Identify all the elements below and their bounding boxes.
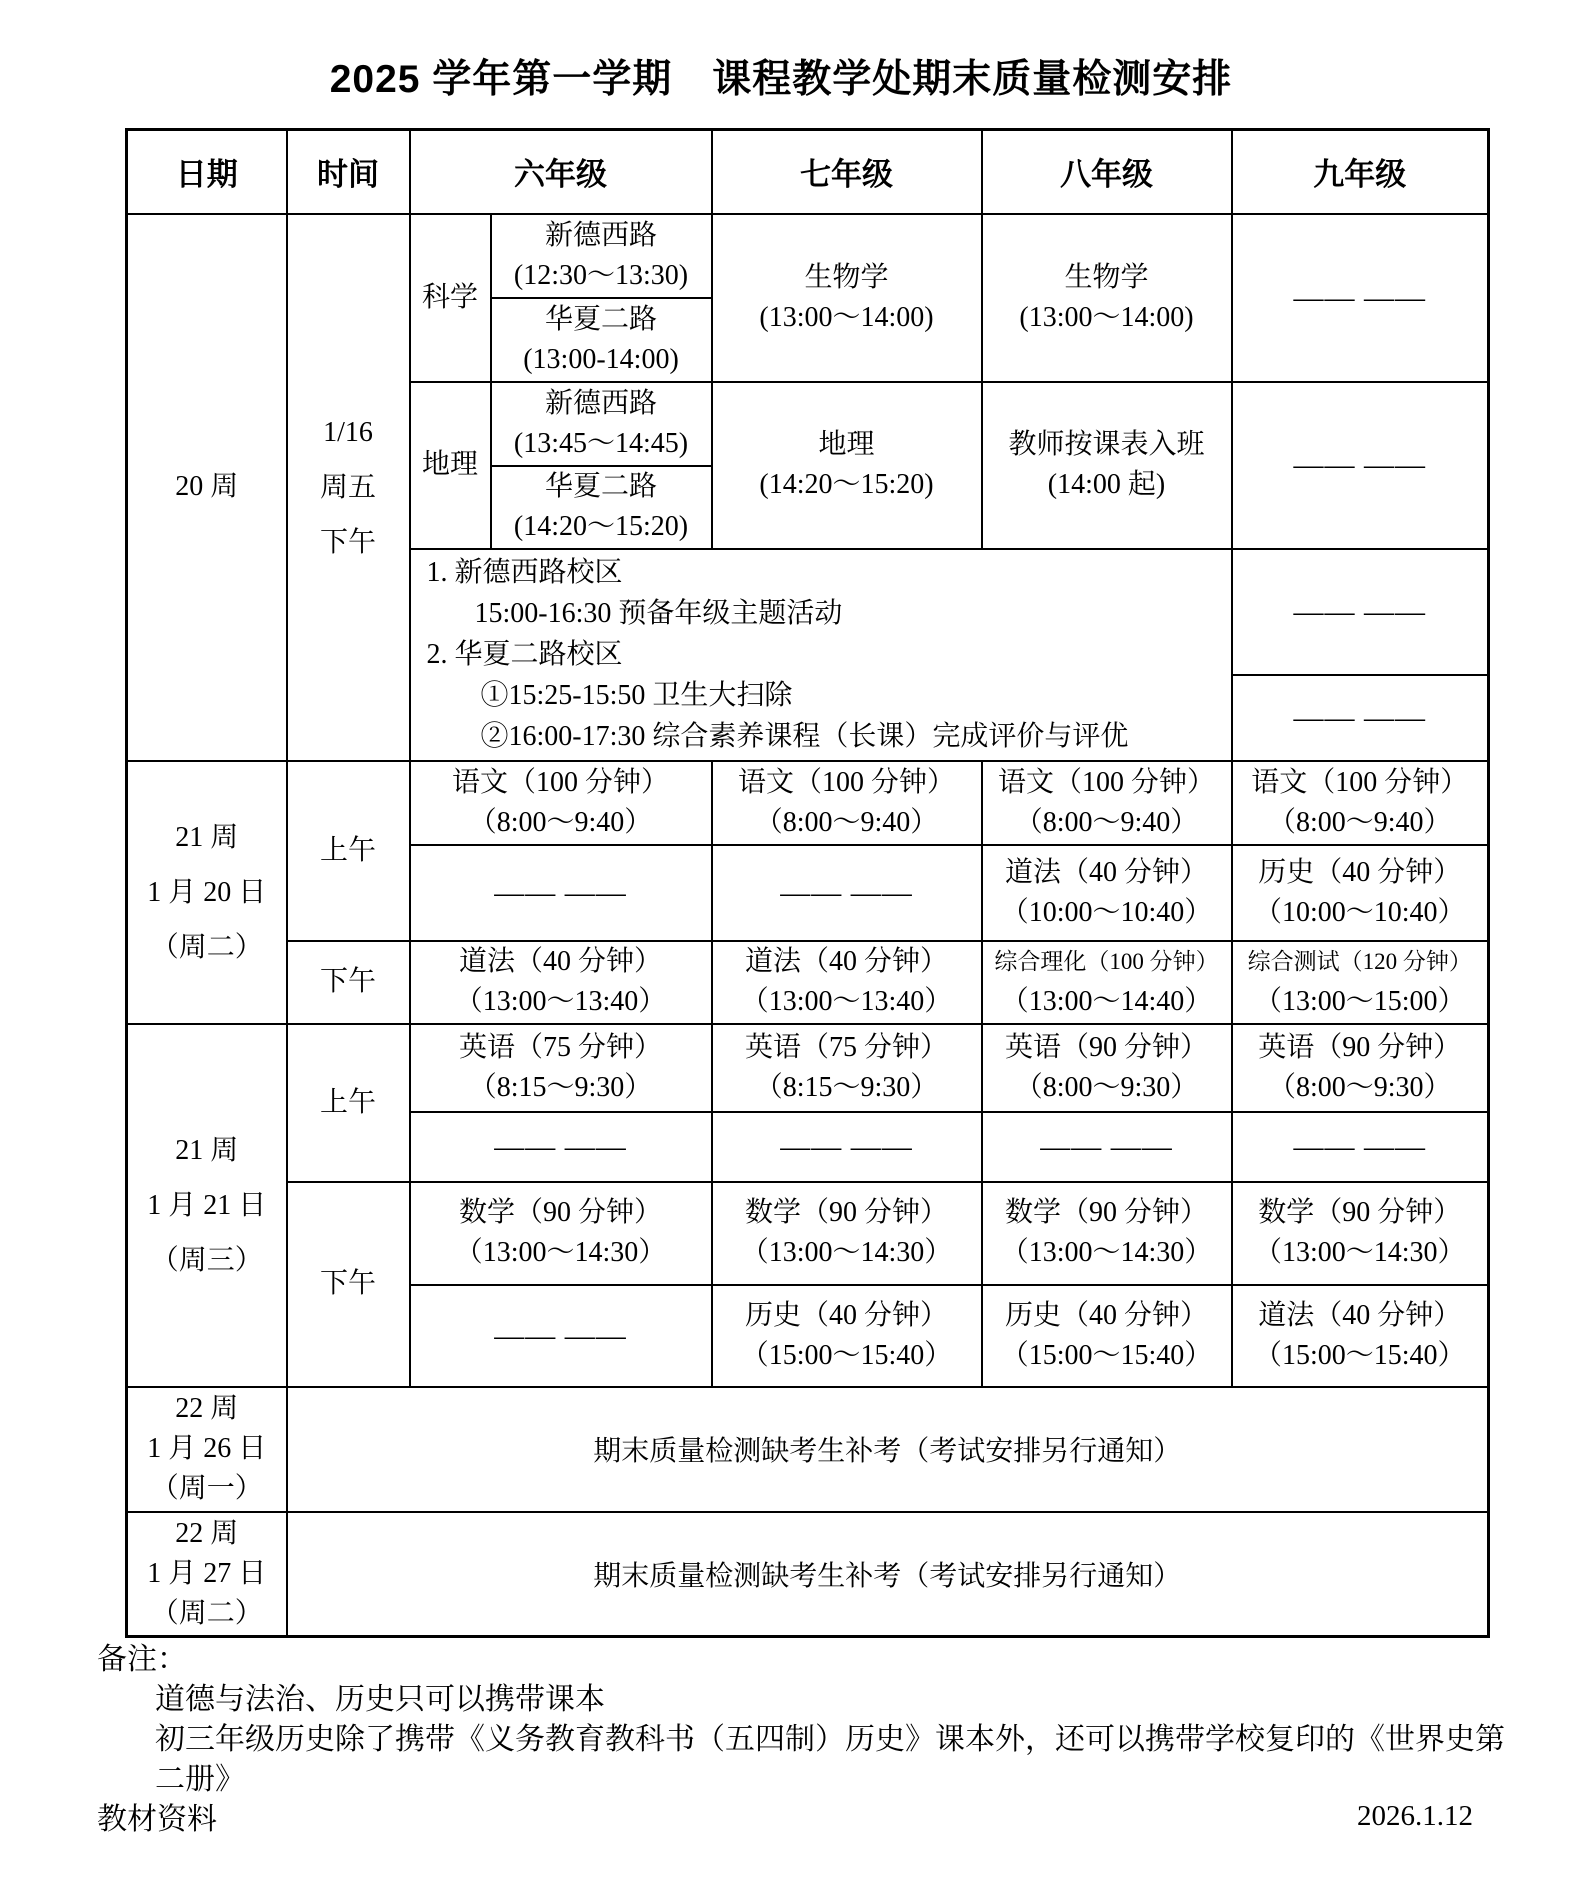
time-line: （13:00～14:30） (740, 1237, 953, 1268)
cell-s3-am-label (287, 1024, 410, 1182)
cell-s1-g9-dash-2 (1232, 382, 1489, 549)
date-line: （周三） (150, 1244, 263, 1276)
date-line: 1 月 26 日 (147, 1433, 267, 1464)
time-line: （8:00～9:40） (468, 806, 653, 838)
cell-s2-pm-g7 (712, 941, 982, 1024)
cell-s1-science-campus2 (491, 298, 712, 382)
cell-s2-am1-g7 (712, 761, 982, 845)
subject-line: 英语（75 分钟） (458, 1031, 662, 1063)
cell-s1-g7-geography (712, 382, 982, 549)
cell-s3-pm1-g6 (410, 1182, 712, 1285)
subject-line: 道法（40 分钟） (458, 946, 662, 977)
subject-line: 语文（100 分钟） (737, 766, 955, 798)
subject-line: 道法（40 分钟） (1004, 856, 1208, 888)
time-line: （8:00～9:30） (1267, 1071, 1452, 1103)
cell-s1-activities (410, 549, 1232, 761)
time-line: （8:00～9:40） (754, 806, 939, 838)
cell-s2-pm-g8 (982, 941, 1232, 1024)
subject-line: 生物学 (1064, 261, 1149, 293)
time-line: (13:45～14:45) (513, 427, 689, 459)
empty-dash: —— —— (494, 1129, 627, 1163)
time-line: （10:00～10:40） (1253, 896, 1466, 928)
cell-s2-am1-g6 (410, 761, 712, 845)
cell-s3-pm-label (287, 1182, 410, 1387)
cell-s3-am2-g7-dash (712, 1112, 982, 1182)
cell-s3-pm1-g8 (982, 1182, 1232, 1285)
cell-s2-date (127, 761, 287, 1024)
text-line: 下午 (319, 966, 376, 997)
table-row (127, 1512, 1489, 1637)
col-header-time: 时间 (287, 130, 410, 214)
cell-s3-date (127, 1024, 287, 1387)
cell-s1-g7-biology (712, 214, 982, 382)
time-line: （13:00～14:30） (1253, 1237, 1466, 1268)
time-line: (13:00～14:00) (759, 301, 934, 333)
empty-dash: —— —— (780, 875, 913, 909)
text-line: 上午 (319, 1086, 376, 1118)
time-line: （15:00～15:40） (1253, 1339, 1466, 1371)
time-line: （8:00～9:40） (1267, 806, 1452, 838)
subject-line: 生物学 (804, 261, 889, 293)
cell-s1-g8-teacher (982, 382, 1232, 549)
col-header-grade7: 七年级 (712, 130, 982, 214)
cell-s2-am2-g6-dash (410, 845, 712, 941)
date-line: （周一） (150, 1473, 263, 1504)
subject-line: 综合理化（100 分钟） (994, 949, 1219, 974)
subject-line: 英语（90 分钟） (1004, 1031, 1208, 1063)
page-title: 2025 学年第一学期 课程教学处期末质量检测安排 (329, 58, 1233, 101)
date-line: 21 周 (175, 821, 239, 853)
cell-s5-date (127, 1512, 287, 1637)
cell-s2-pm-g9 (1232, 941, 1489, 1024)
note-line: 初三年级历史除了携带《义务教育教科书（五四制）历史》课本外，还可以携带学校复印的《世界史第二册》 (155, 1723, 1505, 1796)
time-line: （13:00～13:40） (740, 986, 953, 1017)
date-line: 1 月 27 日 (147, 1557, 267, 1589)
cell-s1-g8-biology (982, 214, 1232, 382)
campus-line: 新德西路 (544, 219, 657, 251)
time-line: （15:00～15:40） (1000, 1339, 1213, 1371)
cell-s3-pm1-g9 (1232, 1182, 1489, 1285)
time-line: （8:00～9:30） (1014, 1071, 1199, 1103)
cell-s1-g9-dash-3 (1232, 549, 1489, 675)
subject-line: 数学（90 分钟） (1004, 1197, 1208, 1228)
time-line: (14:20～15:20) (513, 511, 689, 542)
cell-s3-pm1-g7 (712, 1182, 982, 1285)
table-row (127, 1387, 1489, 1512)
cell-s3-am1-g8 (982, 1024, 1232, 1112)
header-row (127, 130, 1489, 214)
time-line: (14:00 起) (1047, 469, 1166, 500)
empty-dash: —— —— (1293, 700, 1426, 734)
table-row (127, 1182, 1489, 1285)
cell-s2-am2-g7-dash (712, 845, 982, 941)
text-line: 1/16 (323, 416, 373, 448)
campus-line: 新德西路 (544, 387, 657, 419)
date-line: 1 月 20 日 (147, 876, 267, 908)
table-row (127, 214, 1489, 298)
cell-s3-am2-g6-dash (410, 1112, 712, 1182)
subject-line: 综合测试（120 分钟） (1247, 949, 1472, 974)
cell-s3-am1-g6 (410, 1024, 712, 1112)
table-row (127, 761, 1489, 845)
text-line: 20 周 (175, 471, 239, 502)
col-header-grade9: 九年级 (1232, 130, 1489, 214)
time-line: (13:00-14:00) (523, 343, 679, 375)
cell-s1-geography-label (410, 382, 491, 549)
time-line: （15:00～15:40） (740, 1339, 953, 1371)
time-line: （13:00～13:40） (454, 986, 667, 1017)
subject-line: 语文（100 分钟） (1251, 766, 1469, 798)
col-header-grade6: 六年级 (410, 130, 712, 214)
time-line: （13:00～14:30） (1000, 1237, 1213, 1268)
empty-dash: —— —— (1293, 1129, 1426, 1163)
subject-line: 数学（90 分钟） (744, 1197, 948, 1228)
subject-line: 历史（40 分钟） (744, 1299, 948, 1331)
cell-s1-science-campus1 (491, 214, 712, 298)
time-line: （13:00～14:40） (1000, 986, 1213, 1017)
campus-line: 华夏二路 (544, 471, 657, 502)
text-line: 15:00-16:30 预备年级主题活动 (474, 598, 843, 629)
text-line: 2. 华夏二路校区 (426, 639, 623, 670)
cell-s1-g9-dash-4 (1232, 675, 1489, 761)
date-line: （周二） (150, 931, 263, 963)
col-header-grade8: 八年级 (982, 130, 1232, 214)
notes-label: 备注： (97, 1643, 187, 1676)
subject-line: 地理 (818, 429, 875, 460)
cell-s2-am1-g9 (1232, 761, 1489, 845)
time-line: （8:00～9:40） (1014, 806, 1199, 838)
cell-s3-pm2-g7 (712, 1285, 982, 1387)
text-line: 下午 (319, 1268, 376, 1299)
empty-dash: —— —— (494, 875, 627, 909)
cell-s2-am1-g8 (982, 761, 1232, 845)
date-line: 21 周 (175, 1134, 239, 1166)
empty-dash: —— —— (1293, 280, 1426, 314)
cell-s1-science-label (410, 214, 491, 382)
subject-line: 教师按课表入班 (1008, 429, 1205, 460)
empty-dash: —— —— (1040, 1129, 1173, 1163)
subject-line: 数学（90 分钟） (1258, 1197, 1462, 1228)
cell-s2-am2-g9 (1232, 845, 1489, 941)
subject-line: 数学（90 分钟） (458, 1197, 662, 1228)
signature-date: 2026.1.12 (1357, 1800, 1473, 1832)
cell-s5-makeup-exam: 期末质量检测缺考生补考（考试安排另行通知） (287, 1512, 1489, 1637)
empty-dash: —— —— (780, 1129, 913, 1163)
col-header-date: 日期 (127, 130, 287, 214)
time-line: (12:30～13:30) (513, 259, 689, 291)
cell-s1-week (127, 214, 287, 761)
cell-s3-am2-g9-dash (1232, 1112, 1489, 1182)
time-line: (13:00～14:00) (1019, 301, 1194, 333)
campus-line: 华夏二路 (544, 303, 657, 335)
date-line: 22 周 (175, 1393, 239, 1424)
time-line: （13:00～14:30） (454, 1237, 667, 1268)
date-line: （周二） (150, 1597, 263, 1629)
text-line: 地理 (421, 449, 478, 480)
cell-s4-makeup-exam: 期末质量检测缺考生补考（考试安排另行通知） (287, 1387, 1489, 1512)
empty-dash: —— —— (1293, 448, 1426, 481)
note-line: 道德与法治、历史只可以携带课本 (155, 1683, 605, 1716)
table-row (127, 1024, 1489, 1112)
subject-line: 道法（40 分钟） (1258, 1299, 1462, 1331)
exam-schedule-table (125, 128, 1490, 1638)
empty-dash: —— —— (1293, 594, 1426, 628)
cell-s2-am-label (287, 761, 410, 941)
cell-s3-pm2-g6-dash (410, 1285, 712, 1387)
subject-line: 英语（75 分钟） (744, 1031, 948, 1063)
text-line: 下午 (319, 526, 376, 558)
text-line: 科学 (421, 281, 478, 313)
cell-s3-pm2-g9 (1232, 1285, 1489, 1387)
time-line: （13:00～15:00） (1253, 986, 1466, 1017)
cell-s1-geography-campus1 (491, 382, 712, 466)
text-line: 周五 (319, 471, 376, 503)
time-line: （8:15～9:30） (468, 1071, 653, 1103)
date-line: 1 月 21 日 (147, 1189, 267, 1221)
cell-s1-geography-campus2 (491, 466, 712, 549)
cell-s3-am1-g7 (712, 1024, 982, 1112)
cell-s2-am2-g8 (982, 845, 1232, 941)
empty-dash: —— —— (494, 1318, 627, 1352)
subject-line: 历史（40 分钟） (1004, 1299, 1208, 1331)
subject-line: 历史（40 分钟） (1258, 856, 1462, 888)
subject-line: 语文（100 分钟） (997, 766, 1215, 798)
cell-s2-pm-label (287, 941, 410, 1024)
cell-s3-am1-g9 (1232, 1024, 1489, 1112)
time-line: （8:15～9:30） (754, 1071, 939, 1103)
note-line: 教材资料 (97, 1803, 217, 1836)
text-line: ②16:00-17:30 综合素养课程（长课）完成评价与评优 (480, 721, 1129, 752)
text-line: ①15:25-15:50 卫生大扫除 (480, 680, 793, 711)
table-row (127, 941, 1489, 1024)
cell-s2-pm-g6 (410, 941, 712, 1024)
text-line: 1. 新德西路校区 (426, 557, 623, 588)
text-line: 上午 (319, 834, 376, 866)
time-line: (14:20～15:20) (759, 469, 934, 500)
subject-line: 英语（90 分钟） (1258, 1031, 1462, 1063)
cell-s3-pm2-g8 (982, 1285, 1232, 1387)
subject-line: 语文（100 分钟） (451, 766, 669, 798)
cell-s1-g9-dash-1 (1232, 214, 1489, 382)
date-line: 22 周 (175, 1517, 239, 1549)
subject-line: 道法（40 分钟） (744, 946, 948, 977)
time-line: （10:00～10:40） (1000, 896, 1213, 928)
cell-s4-date (127, 1387, 287, 1512)
cell-s3-am2-g8-dash (982, 1112, 1232, 1182)
cell-s1-time (287, 214, 410, 761)
